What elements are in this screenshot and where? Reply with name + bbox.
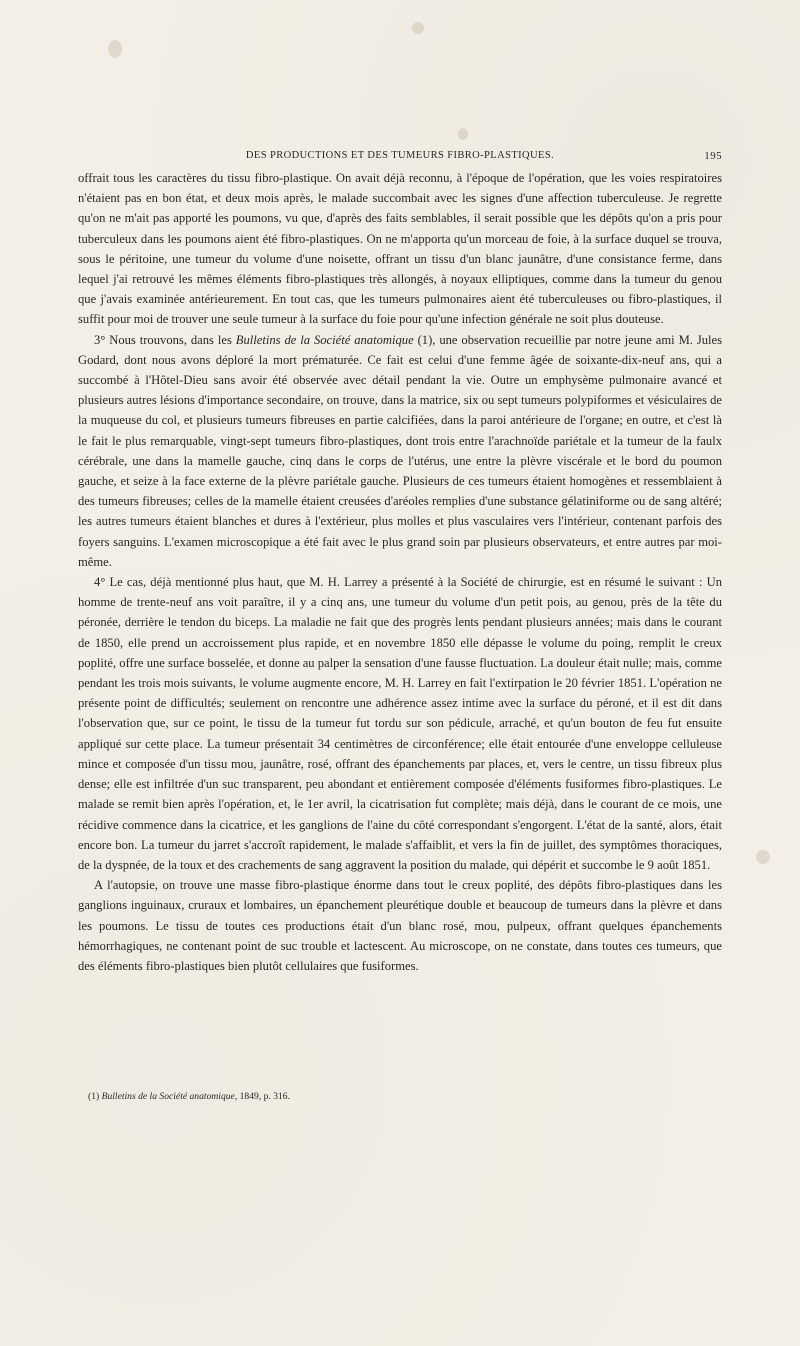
running-header <box>78 150 722 168</box>
page-number: 195 <box>704 150 722 162</box>
body-text <box>78 168 722 976</box>
footnote <box>88 1090 718 1103</box>
paragraph <box>78 572 722 875</box>
citation-title: Bulletins de la Société anatomique <box>235 332 414 347</box>
paragraph-text: 4° Le cas, déjà mentionné plus haut, que M. H. Larrey a présenté à la Société de chirurgie, est en résumé le suivant : Un homme de trente-neuf ans voit paraître, il y a cinq ans, une tumeur du volume d'un petit pois, au genou, près de la tête du péronée, derrière le tendon du biceps. La maladie ne fait que des progrès lents pendant plusieurs années; mais dans le courant de 1850, elle prend un accroissement plus rapide, et en novembre 1850 elle dépasse le volume du poing, remplit le creux poplité, offre une surface bosselée, et donne au palper la sensation d'une fausse fluctuation. La douleur était nulle; mais, comme pendant les trois mois suivants, le volume augmente encore, M. H. Larrey en fait l'extirpation le 20 février 1851. L'opération ne présente point de difficultés; seulement on rencontre une adhérence assez intime avec la surface du péroné, et il est dit dans l'observation que, sur ce point, le tissu de la tumeur fut tordu sur son pédicule, arraché, et qu'un bouton de feu fut ensuite appliqué sur cette place. La tumeur présentait 34 centimètres de circonférence; elle était entourée d'une enveloppe celluleuse mince et composée d'un tissu mou, jaunâtre, rosé, offrant des épanchements par places, et, vers le centre, un tissu fibreux plus dense; elle est infiltrée d'un suc transparent, peu abondant et entièrement composée d'éléments fusiformes fibro-plastiques. Le malade se remit bien après l'opération, et, le 1er avril, la cicatrisation fut complète; mais déjà, dans le courant de ce mois, une récidive commence dans la cicatrice, et les ganglions de l'aine du côté correspondant s'engorgent. L'état de la santé, alors, était encore bon. La tumeur du jarret s'accroît rapidement, le malade s'affaiblit, et vers la fin de juillet, des symptômes thoraciques, de la dyspnée, de la toux et des crachements de sang aggravent la position du malade, qui dépérit et succombe le 9 août 1851. <box>78 575 722 872</box>
paragraph <box>78 875 722 976</box>
paragraph-text: A l'autopsie, on trouve une masse fibro-plastique énorme dans tout le creux poplité, des dépôts fibro-plastiques dans les ganglions inguinaux, cruraux et lombaires, un épanchement pleurétique double et beaucoup de tumeurs dans la plèvre et dans les poumons. Le tissu de toutes ces productions était d'un blanc rosé, mou, pulpeux, offrant quelques épanchements hémorrhagiques, ne contenant point de suc trouble et lactescent. Au microscope, on ne constate, dans toutes ces tumeurs, que des éléments fibro-plastiques bien plutôt cellulaires que fusiformes. <box>78 878 722 973</box>
paragraph-text: 3° Nous trouvons, dans les <box>94 332 236 347</box>
paper-stain <box>756 850 770 864</box>
footnote-marker: (1) <box>88 1091 102 1102</box>
running-title: DES PRODUCTIONS ET DES TUMEURS FIBRO-PLASTIQUES. <box>245 150 555 161</box>
paragraph-text: (1), une observation recueillie par notre jeune ami M. Jules Godard, dont nous avons déploré la mort prématurée. Ce fait est celui d'une femme âgée de soixante-dix-neuf ans, qui a succombé à l'Hôtel-Dieu sans avoir été observée avec détail pendant la vie. Outre un emphysème pulmonaire avancé et plusieurs autres lésions d'importance secondaire, on trouve, dans la matrice, six ou sept tumeurs polypiformes et vésiculaires de la muqueuse du col, et plusieurs tumeurs fibreuses en partie calcifiées, dans la paroi antérieure de l'organe; en outre, et c'est là le fait le plus remarquable, vingt-sept tumeurs fibro-plastiques, dont trois entre l'arachnoïde pariétale et la tumeur de la faulx cérébrale, une dans la mamelle gauche, cinq dans le corps de l'utérus, une entre la plèvre viscérale et le bord du poumon gauche, et seize à la face externe de la plèvre pariétale gauche. Plusieurs de ces tumeurs étaient homogènes et ressemblaient à des tumeurs fibreuses; celles de la mamelle étaient creusées d'aréoles remplies d'une substance gélatiniforme ou de sang altéré; les autres tumeurs étaient blanches et dures à l'extérieur, plus molles et plus vasculaires vers l'intérieur, contenant parfois des foyers sanguins. L'examen microscopique a été fait avec le plus grand soin par plusieurs observateurs, et entre autres par moi-même. <box>78 332 723 569</box>
footnote-text: , 1849, p. 316. <box>234 1091 290 1102</box>
paragraph <box>78 168 722 330</box>
paragraph <box>78 330 722 572</box>
paper-stain <box>108 40 122 58</box>
footnote-citation: Bulletins de la Société anatomique <box>101 1091 235 1102</box>
paragraph-text: offrait tous les caractères du tissu fibro-plastique. On avait déjà reconnu, à l'époque de l'opération, que les voies respiratoires n'étaient pas en bon état, et deux mois après, le malade succombait avec les signes d'une affection tuberculeuse. Je regrette qu'on ne m'ait pas apporté les poumons, vu que, d'après des faits semblables, il serait possible que les dépôts qu'on a pris pour tuberculeux dans les poumons aient été fibro-plastiques. On ne m'apporta qu'un morceau de foie, à la surface duquel se trouva, sous le péritoine, une tumeur du volume d'une noisette, offrant un tissu d'un blanc jaunâtre, d'une consistance ferme, dans lequel j'ai retrouvé les mêmes éléments fibro-plastiques très allongés, à noyaux elliptiques, comme dans la tumeur du genou que j'avais examinée antérieurement. En tout cas, que les tumeurs pulmonaires aient été tuberculeuses ou fibro-plastiques, il suffit pour moi de trouver une seule tumeur à la surface du foie pour qu'une infection générale ne soit plus douteuse. <box>78 171 722 327</box>
paper-stain <box>458 128 468 140</box>
paper-stain <box>412 22 424 34</box>
